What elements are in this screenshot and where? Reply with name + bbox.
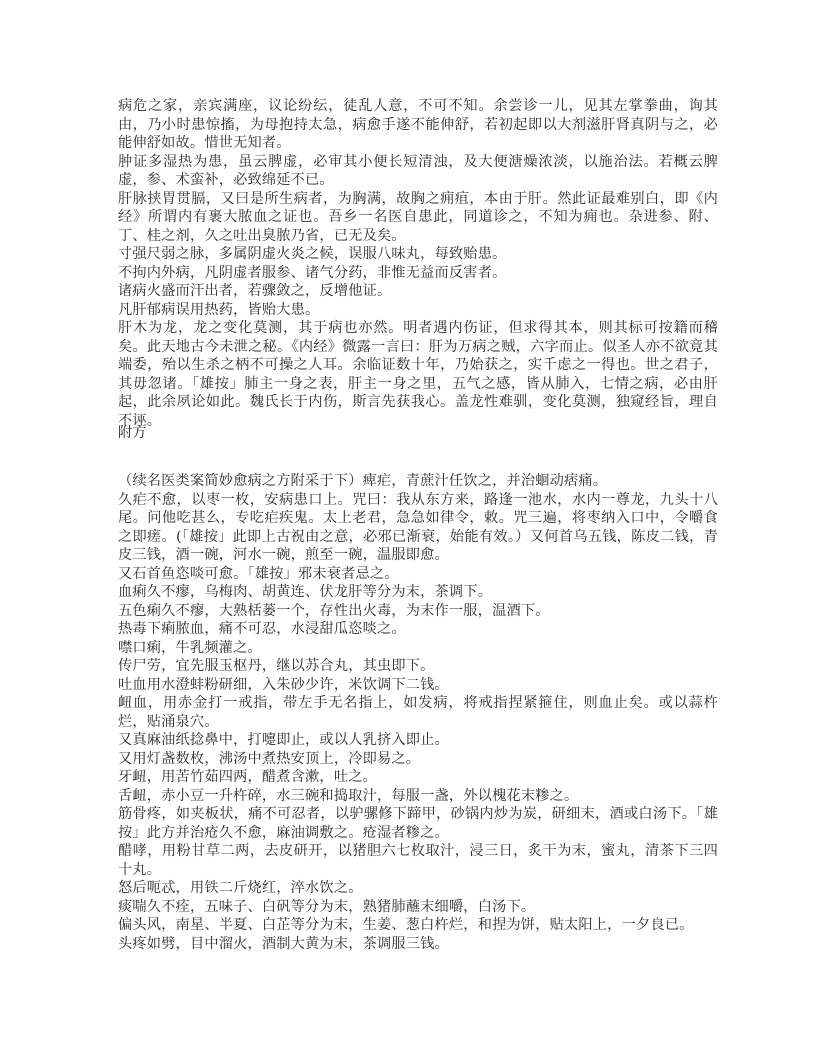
paragraph: 热毒下痢脓血，痛不可忍，水浸甜瓜恣啖之。 bbox=[118, 621, 406, 637]
paragraph: 肝脉挟胃贯膈，又曰是所生病者，为胸满，故胸之痈疽，本由于肝。然此证最难别白，即《内经》所谓内有裹大脓血之证也。吾乡一名医自患此，同道诊之，不知为痈也。杂进参、附、丁、桂之剂，久之吐出臭脓乃省，已无及矣。 bbox=[118, 190, 718, 244]
section-main-text bbox=[118, 97, 718, 430]
paragraph: 血痢久不瘳，乌梅肉、胡黄连、伏龙肝等分为末，茶调下。 bbox=[118, 584, 493, 600]
paragraph: 吐血用水澄蚌粉研细，入朱砂少许，米饮调下二钱。 bbox=[118, 676, 449, 693]
paragraph: 传尸劳，宜先服玉枢丹，继以苏合丸，其虫即下。 bbox=[118, 658, 435, 674]
paragraph: 偏头风，南星、半夏、白芷等分为末，生姜、葱白杵烂，和捏为饼，贴太阳上，一夕良已。 bbox=[118, 917, 694, 933]
paragraph: 病危之家，亲宾满座，议论纷纭，徒乱人意，不可不知。余尝诊一儿，见其左掌拳曲，询其由，乃小时患惊搐，为母抱持太急，病愈手遂不能伸舒，若初起即以大剂滋肝肾真阴与之，必能伸舒如故。惜世无知者。 bbox=[118, 98, 718, 151]
paragraph: 痰喘久不痊，五味子、白矾等分为末，熟猪肺蘸末细嚼，白汤下。 bbox=[118, 898, 536, 915]
paragraph: 诸病火盛而汗出者，若骤敛之，反增他证。 bbox=[118, 283, 392, 299]
paragraph: 又真麻油纸捻鼻中，打嚏即止，或以人乳挤入即止。 bbox=[118, 732, 449, 748]
section-heading-block bbox=[118, 424, 718, 443]
paragraph: 衄血，用赤金打一戒指，带左手无名指上，如发病，将戒指捏紧箍住，则血止矣。或以蒜杵烂，贴涌泉穴。 bbox=[118, 695, 718, 730]
paragraph: 怒后呃忒，用铁二斤烧红，淬水饮之。 bbox=[118, 880, 363, 896]
paragraph: 肝木为龙，龙之变化莫测，其于病也亦然。明者遇内伤证，但求得其本，则其标可按籍而稽矣。此天地古今未泄之秘。《内经》微露一言曰：肝为万病之贼，六字而止。似圣人亦不欲竟其端委，殆以生杀之柄不可操之人耳。余临证数十年，乃始获之，实千虑之一得也。世之君子，其毋忽诸。「雄按」肺主一身之表，肝主一身之里，五气之感，皆从肺入，七情之病，必由肝起，此余夙论如此。魏氏长于内伤，斯言先获我心。盖龙性难驯，变化莫测，独窥经旨，理自不诬。 bbox=[118, 320, 718, 429]
paragraph: 凡肝郁病误用热药，皆贻大患。 bbox=[118, 301, 320, 318]
paragraph: 五色痢久不瘳，大熟栝蒌一个，存性出火毒，为末作一服，温酒下。 bbox=[118, 602, 550, 619]
paragraph: （续名医类案简妙愈病之方附采于下）痺疟，青蔗汁任饮之，并治蛔动痞痛。 bbox=[118, 473, 608, 489]
paragraph: 头疼如劈，目中溜火，酒制大黄为末，茶调服三钱。 bbox=[118, 935, 449, 952]
paragraph: 筋骨疼，如夹板状，痛不可忍者，以驴骡修下蹄甲，砂锅内炒为炭，研细末，酒或白汤下。「雄按」此方并治疮久不愈，麻油调敷之。疮湿者糁之。 bbox=[118, 806, 718, 841]
section-appended-prescriptions bbox=[118, 472, 718, 953]
paragraph: 舌衄，赤小豆一升杵碎，水三碗和捣取汁，每服一盏，外以槐花末糁之。 bbox=[118, 787, 579, 804]
paragraph: 久疟不愈，以枣一枚，安病患口上。咒曰：我从东方来，路逢一池水，水内一尊龙，九头十八尾。问他吃甚么，专吃疟疾鬼。太上老君，急急如律令，敕。咒三遍，将枣纳入口中，令嚼食之即瘥。(「雄按」此即上古祝由之意，必邪已渐衰，始能有效。）又何首乌五钱，陈皮二钱，青皮三钱，酒一碗，河水一碗，煎至一碗，温服即愈。 bbox=[118, 491, 718, 563]
section-heading: 附方 bbox=[118, 425, 147, 441]
paragraph: 肿证多湿热为患，虽云脾虚，必审其小便长短清浊，及大便溏燥浓淡，以施治法。若概云脾虚，参、术蛮补，必致绵延不已。 bbox=[118, 153, 718, 188]
paragraph: 噤口痢，牛乳频灌之。 bbox=[118, 639, 262, 656]
paragraph: 寸强尺弱之脉，多属阴虚火炎之候，误服八味丸，每致贻患。 bbox=[118, 246, 507, 262]
paragraph: 又石首鱼恣啖可愈。「雄按」邪未衰者忌之。 bbox=[118, 565, 399, 582]
paragraph: 不拘内外病，凡阴虚者服参、诸气分药，非惟无益而反害者。 bbox=[118, 264, 507, 281]
paragraph: 牙衄，用苦竹茹四两，醋煮含漱，吐之。 bbox=[118, 769, 377, 785]
paragraph: 醋哮，用粉甘草二两，去皮研开，以猪胆六七枚取汁，浸三日，炙干为末，蜜丸，清茶下三四十丸。 bbox=[118, 843, 718, 878]
paragraph: 又用灯盏数枚，沸汤中煮热安顶上，冷即易之。 bbox=[118, 750, 421, 767]
